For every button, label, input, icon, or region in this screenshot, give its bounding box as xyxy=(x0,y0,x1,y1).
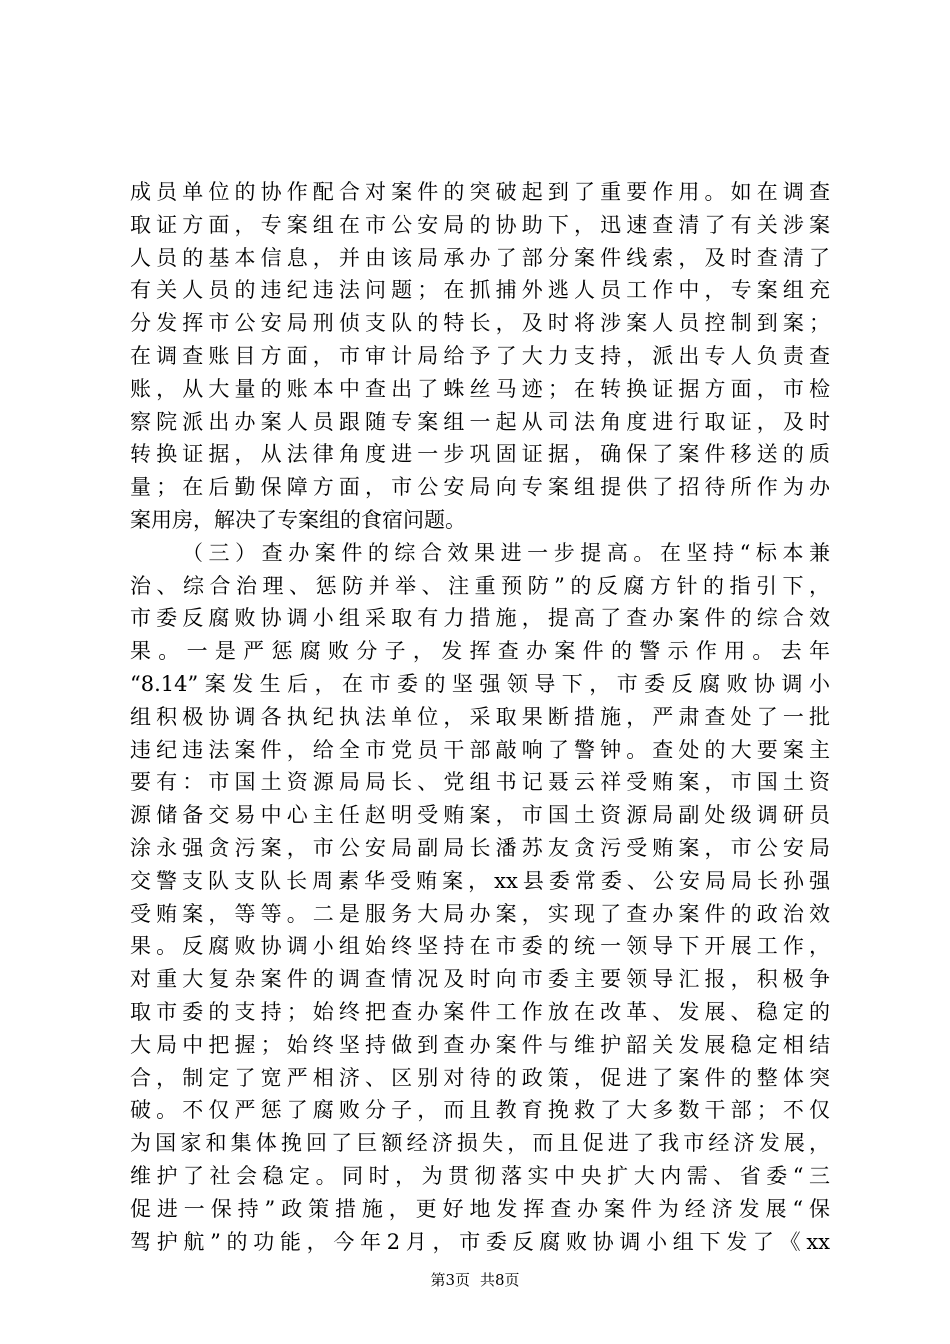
text-line: 涂永强贪污案，市公安局副局长潘苏友贪污受贿案，市公安局 xyxy=(130,835,830,860)
text-line: 为国家和集体挽回了巨额经济损失，而且促进了我市经济发展， xyxy=(130,1131,830,1156)
text-line: 案用房，解决了专案组的食宿问题。 xyxy=(130,507,466,532)
text-line: 转换证据，从法律角度进一步巩固证据，确保了案件移送的质 xyxy=(130,442,830,467)
text-line: 大局中把握；始终坚持做到查办案件与维护韶关发展稳定相结 xyxy=(130,1032,830,1057)
text-line: 源储备交易中心主任赵明受贿案，市国土资源局副处级调研员 xyxy=(130,803,830,828)
text-line: 驾护航”的功能，今年2月，市委反腐败协调小组下发了《xx xyxy=(130,1229,830,1254)
text-line: 市委反腐败协调小组采取有力措施，提高了查办案件的综合效 xyxy=(130,606,830,631)
text-line: 对重大复杂案件的调查情况及时向市委主要领导汇报，积极争 xyxy=(130,967,830,992)
text-line: 在调查账目方面，市审计局给予了大力支持，派出专人负责查 xyxy=(130,343,830,368)
text-line: 治、综合治理、惩防并举、注重预防”的反腐方针的指引下， xyxy=(130,573,830,598)
text-line: 要有：市国土资源局局长、党组书记聂云祥受贿案，市国土资 xyxy=(130,770,830,795)
text-line: 维护了社会稳定。同时，为贯彻落实中央扩大内需、省委“三 xyxy=(130,1163,830,1188)
text-line: 合，制定了宽严相济、区别对待的政策，促进了案件的整体突 xyxy=(130,1065,830,1090)
text-line: 取市委的支持；始终把查办案件工作放在改革、发展、稳定的 xyxy=(130,999,830,1024)
text-line: 交警支队支队长周素华受贿案，xx县委常委、公安局局长孙强 xyxy=(130,868,830,893)
page-total: 共8页 xyxy=(480,1271,520,1289)
document-body xyxy=(130,176,830,1258)
text-line: 组积极协调各执纪执法单位，采取果断措施，严肃查处了一批 xyxy=(130,704,830,729)
text-line: 分发挥市公安局刑侦支队的特长，及时将涉案人员控制到案； xyxy=(130,311,830,336)
text-line: 察院派出办案人员跟随专案组一起从司法角度进行取证，及时 xyxy=(130,409,830,434)
text-line: 有关人员的违纪违法问题；在抓捕外逃人员工作中，专案组充 xyxy=(130,278,830,303)
text-line: 量；在后勤保障方面，市公安局向专案组提供了招待所作为办 xyxy=(130,475,830,500)
text-line: 受贿案，等等。二是服务大局办案，实现了查办案件的政治效 xyxy=(130,901,830,926)
page-footer xyxy=(0,1270,950,1290)
text-line: （三）查办案件的综合效果进一步提高。在坚持“标本兼 xyxy=(182,540,830,565)
text-line: 账，从大量的账本中查出了蛛丝马迹；在转换证据方面，市检 xyxy=(130,376,830,401)
page-number: 第3页 xyxy=(430,1271,470,1289)
text-line: 违纪违法案件，给全市党员干部敲响了警钟。查处的大要案主 xyxy=(130,737,830,762)
text-line: 果。反腐败协调小组始终坚持在市委的统一领导下开展工作， xyxy=(130,934,830,959)
text-line: 取证方面，专案组在市公安局的协助下，迅速查清了有关涉案 xyxy=(130,212,830,237)
text-line: 促进一保持”政策措施，更好地发挥查办案件为经济发展“保 xyxy=(130,1196,830,1221)
text-line: 果。一是严惩腐败分子，发挥查办案件的警示作用。去年 xyxy=(130,639,830,664)
text-line: 人员的基本信息，并由该局承办了部分案件线索，及时查清了 xyxy=(130,245,830,270)
text-line: 成员单位的协作配合对案件的突破起到了重要作用。如在调查 xyxy=(130,180,830,204)
text-line: 破。不仅严惩了腐败分子，而且教育挽救了大多数干部；不仅 xyxy=(130,1098,830,1123)
text-line: “8.14”案发生后，在市委的坚强领导下，市委反腐败协调小 xyxy=(130,671,830,696)
